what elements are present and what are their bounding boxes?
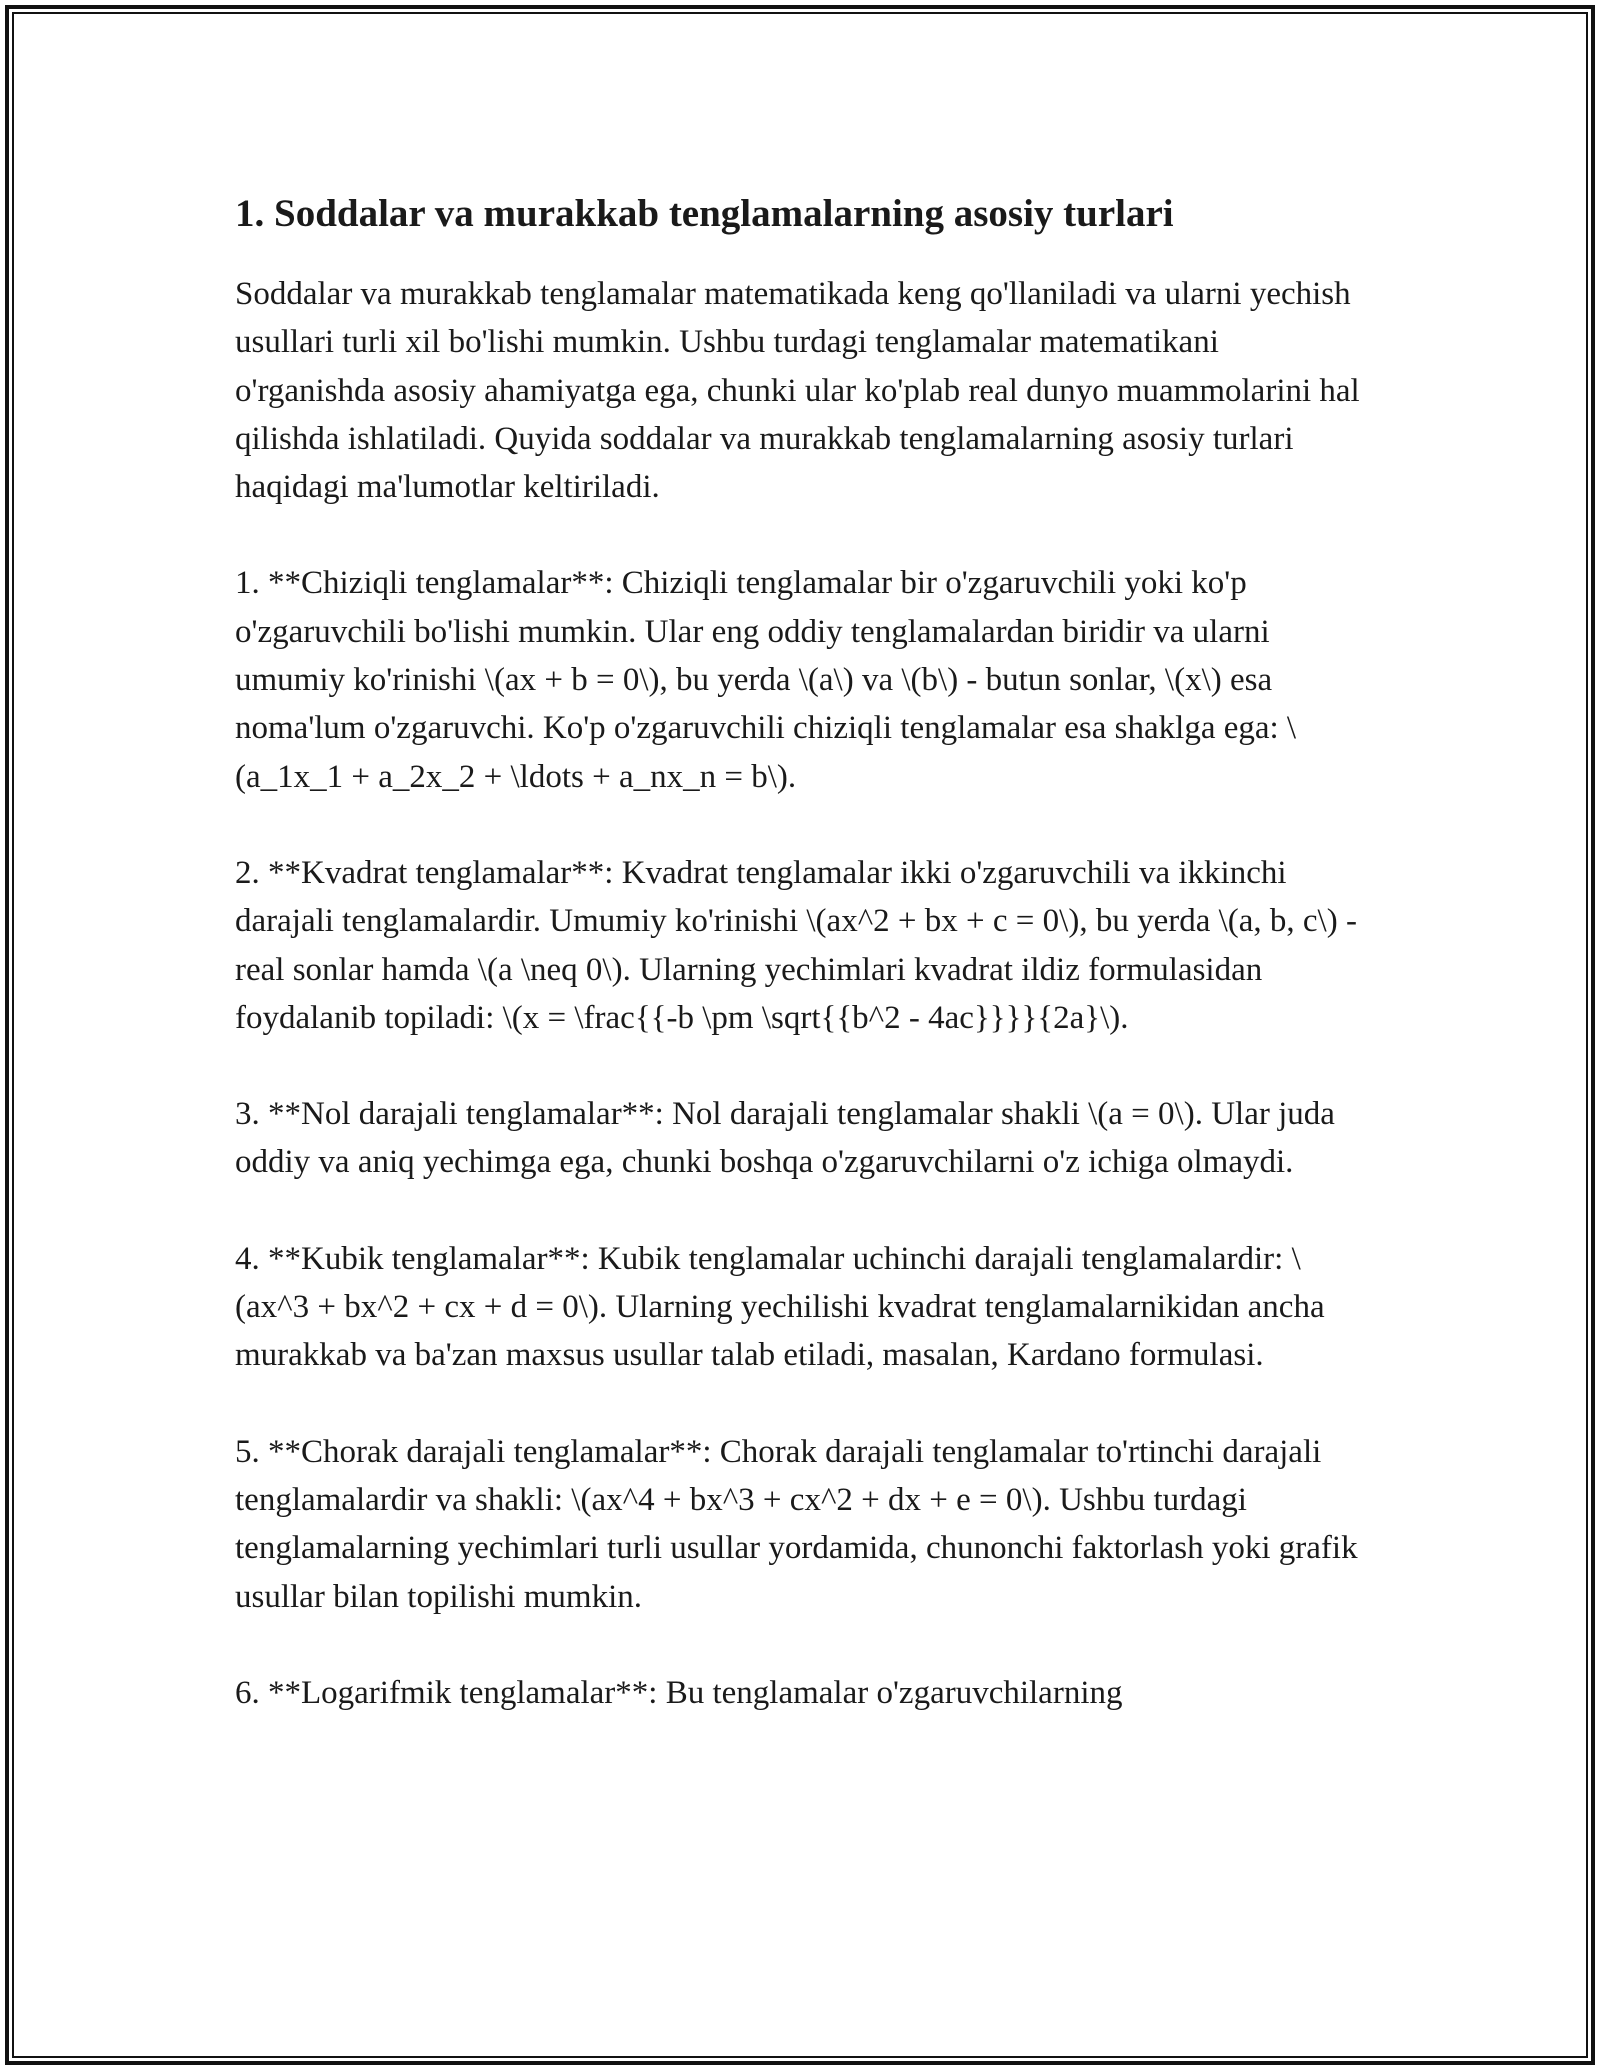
intro-paragraph: Soddalar va murakkab tenglamalar matematikada keng qo'llaniladi va ularni yechish usullari turli xil bo'lishi mumkin. Ushbu turdagi tenglamalar matematikani o'rganishda asosiy ahamiyatga ega, chunki ular ko'plab real dunyo muammolarini hal qilishda ishlatiladi. Quyida soddalar va murakkab tenglamalarning asosiy turlari haqidagi ma'lumotlar keltiriladi.: [235, 276, 1360, 506]
list-item-quartic-equations: 5. **Chorak darajali tenglamalar**: Chorak darajali tenglamalar to'rtinchi darajali tenglamalardir va shakli: \(ax^4 + bx^3 + cx^2 + dx + e = 0\). Ushbu turdagi tenglamalarning yechimlari turli usullar yordamida, chunonchi faktorlash yoki grafik usullar bilan topilishi mumkin.: [235, 1433, 1358, 1615]
list-item-zero-degree-equations: 3. **Nol darajali tenglamalar**: Nol darajali tenglamalar shakli \(a = 0\). Ular juda oddiy va aniq yechimga ega, chunki boshqa o'zgaruvchilarni o'z ichiga olmaydi.: [235, 1096, 1335, 1181]
list-item-linear-equations: 1. **Chiziqli tenglamalar**: Chiziqli tenglamalar bir o'zgaruvchili yoki ko'p o'zgaruvchili bo'lishi mumkin. Ular eng oddiy tenglamalardan biridir va ularni umumiy ko'rinishi \(ax + b = 0\), bu yerda \(a\) va \(b\) - butun sonlar, \(x\) esa noma'lum o'zgaruvchi. Ko'p o'zgaruvchili chiziqli tenglamalar esa shaklga ega: \(a_1x_1 + a_2x_2 + \ldots + a_nx_n = b\).: [235, 565, 1297, 795]
document-title: 1. Soddalar va murakkab tenglamalarning asosiy turlari: [235, 192, 1174, 235]
list-item-logarithmic-equations: 6. **Logarifmik tenglamalar**: Bu tenglamalar o'zgaruvchilarning: [235, 1674, 1123, 1711]
list-item-cubic-equations: 4. **Kubik tenglamalar**: Kubik tenglamalar uchinchi darajali tenglamalardir: \(ax^3 + bx^2 + cx + d = 0\). Ularning yechilishi kvadrat tenglamalarnikidan ancha murakkab va ba'zan maxsus usullar talab etiladi, masalan, Kardano formulasi.: [235, 1240, 1325, 1374]
document-body: [235, 188, 1370, 1765]
list-item-quadratic-equations: 2. **Kvadrat tenglamalar**: Kvadrat tenglamalar ikki o'zgaruvchili va ikkinchi darajali tenglamalardir. Umumiy ko'rinishi \(ax^2 + bx + c = 0\), bu yerda \(a, b, c\) - real sonlar hamda \(a \neq 0\). Ularning yechimlari kvadrat ildiz formulasidan foydalanib topiladi: \(x = \frac{{-b \pm \sqrt{{b^2 - 4ac}}}}{2a}\).: [235, 854, 1357, 1036]
